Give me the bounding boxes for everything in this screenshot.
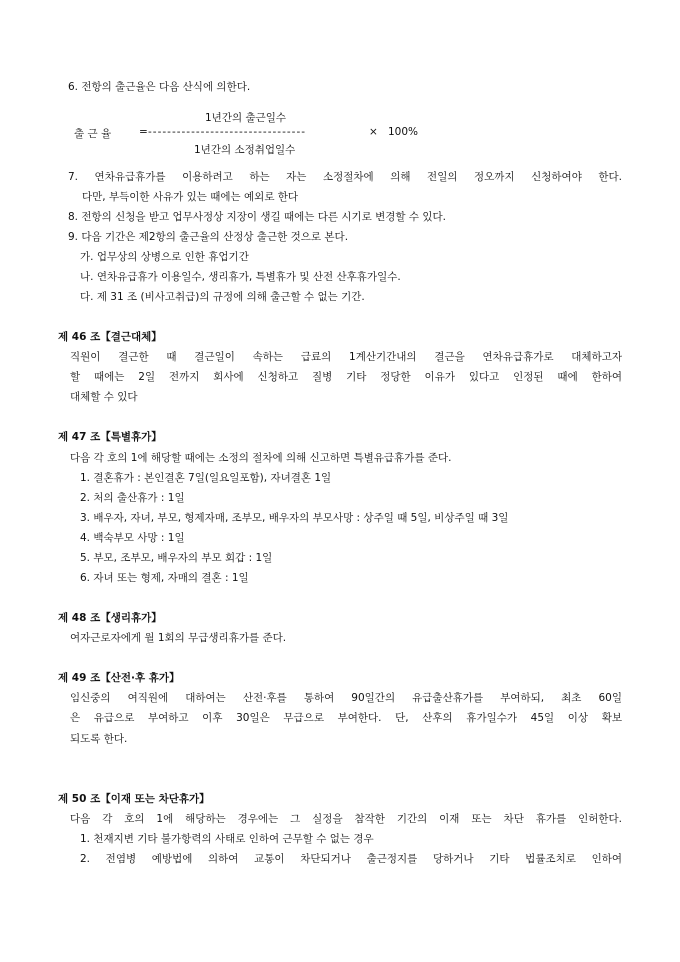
formula-numerator: 1년간의 출근일수 xyxy=(205,112,287,124)
article-50-intro: 다음 각 호의 1에 해당하는 경우에는 그 실정을 참작한 기간의 이재 또는 차단 휴가를 인허한다. xyxy=(70,813,622,825)
article-47-item-4: 4. 백숙부모 사망 : 1일 xyxy=(80,532,185,544)
article-46-title: 제 46 조【결근대체】 xyxy=(58,331,162,343)
formula-percent: 100% xyxy=(388,126,419,138)
item-9-ga: 가. 업무상의 상병으로 인한 휴업기간 xyxy=(80,251,249,263)
article-49-title: 제 49 조【산전·후 휴가】 xyxy=(58,672,180,684)
formula-times: × xyxy=(369,126,378,138)
article-50-title: 제 50 조【이재 또는 차단휴가】 xyxy=(58,793,210,805)
item-9: 9. 다음 기간은 제2항의 출근율의 산정상 출근한 것으로 본다. xyxy=(68,231,349,243)
article-47-title: 제 47 조【특별휴가】 xyxy=(58,431,162,443)
article-50-item-2: 2. 전염병 예방법에 의하여 교통이 차단되거나 출근정지를 당하거나 기타 법률조치로 인하여 xyxy=(80,853,622,865)
article-48-title: 제 48 조【생리휴가】 xyxy=(58,612,162,624)
item-6: 6. 전항의 출근율은 다음 산식에 의한다. xyxy=(68,81,251,93)
item-9-da: 다. 제 31 조 (비사고취급)의 규정에 의해 출근할 수 없는 기간. xyxy=(80,291,365,303)
item-7-note: 다만, 부득이한 사유가 있는 때에는 예외로 한다 xyxy=(82,191,299,203)
formula-dashes: --------------------------------- xyxy=(148,126,307,138)
article-47-item-3: 3. 배우자, 자녀, 부모, 형제자매, 조부모, 배우자의 부모사망 : 상주일 때 5일, 비상주일 때 3일 xyxy=(80,512,509,524)
item-8: 8. 전항의 신청을 받고 업무사정상 지장이 생길 때에는 다른 시기로 변경할 수 있다. xyxy=(68,211,446,223)
article-46-line-2: 할 때에는 2일 전까지 회사에 신청하고 질병 기타 정당한 이유가 있다고 인정된 때에 한하여 xyxy=(70,371,622,383)
formula-denominator: 1년간의 소정취업일수 xyxy=(194,144,296,156)
formula-equals: = xyxy=(139,126,148,138)
article-46-line-1: 직원이 결근한 때 결근일이 속하는 급료의 1계산기간내의 결근을 연차유급휴가로 대체하고자 xyxy=(70,351,622,363)
article-47-item-5: 5. 부모, 조부모, 배우자의 부모 회갑 : 1일 xyxy=(80,552,273,564)
article-47-item-1: 1. 결혼휴가 : 본인결혼 7일(일요일포함), 자녀결혼 1일 xyxy=(80,472,332,484)
article-47-intro: 다음 각 호의 1에 해당할 때에는 소정의 절차에 의해 신고하면 특별유급휴가를 준다. xyxy=(70,452,452,464)
article-48-line-1: 여자근로자에게 월 1회의 무급생리휴가를 준다. xyxy=(70,632,287,644)
item-9-na: 나. 연차유급휴가 이용일수, 생리휴가, 특별휴가 및 산전 산후휴가일수. xyxy=(80,271,401,283)
article-50-item-1: 1. 천재지변 기타 불가항력의 사태로 인하여 근무할 수 없는 경우 xyxy=(80,833,374,845)
article-49-line-1: 임신중의 여직원에 대하여는 산전·후를 통하여 90일간의 유급출산휴가를 부여하되, 최초 60일 xyxy=(70,692,622,704)
article-49-line-3: 되도록 한다. xyxy=(70,733,128,745)
article-47-item-2: 2. 처의 출산휴가 : 1일 xyxy=(80,492,185,504)
formula-label: 출 근 율 xyxy=(74,128,112,140)
article-47-item-6: 6. 자녀 또는 형제, 자매의 결혼 : 1일 xyxy=(80,572,249,584)
article-46-line-3: 대체할 수 있다 xyxy=(70,391,138,403)
item-7: 7. 연차유급휴가를 이용하려고 하는 자는 소정절차에 의해 전일의 정오까지 신청하여야 한다. xyxy=(68,171,622,183)
article-49-line-2: 은 유급으로 부여하고 이후 30일은 무급으로 부여한다. 단, 산후의 휴가일수가 45일 이상 확보 xyxy=(70,712,622,724)
